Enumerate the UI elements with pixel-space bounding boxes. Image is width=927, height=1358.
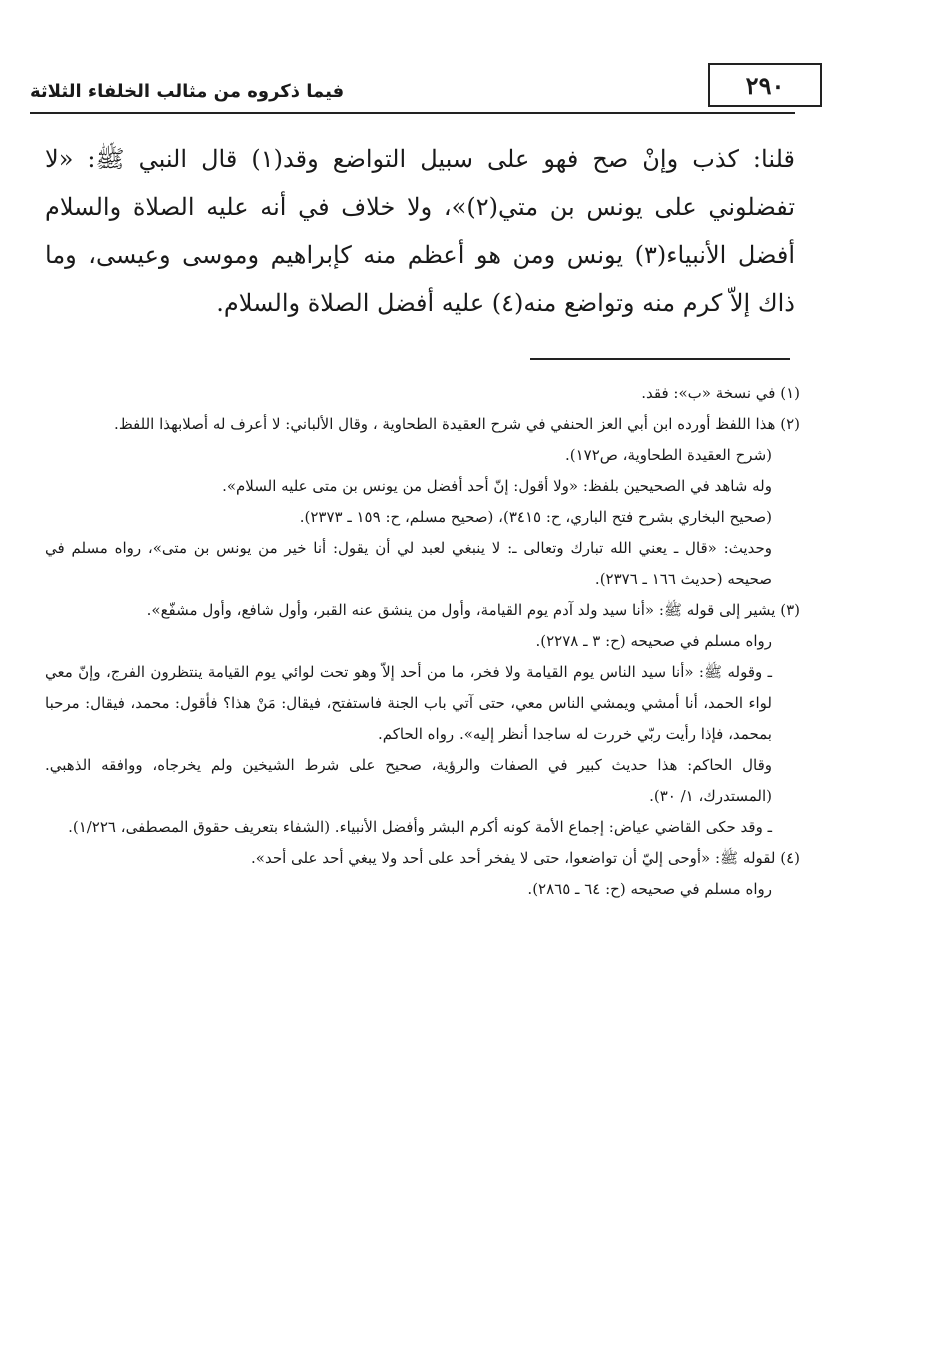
footnote-2-citation: (صحيح البخاري بشرح فتح الباري، ح: ٣٤١٥)، (صحيح مسلم، ح: ١٥٩ ـ ٢٣٧٣). — [299, 508, 772, 526]
page-number: ٢٩٠ — [708, 63, 822, 107]
header-rule — [30, 112, 795, 114]
footnote-3: (٣) يشير إلى قوله ﷺ: «أنا سيد ولد آدم يوم القيامة، وأول من ينشق عنه القبر، وأول شافع، وأول مشفّع». — [146, 601, 800, 619]
footnote-3-iyad: ـ وقد حكى القاضي عياض: إجماع الأمة كونه أكرم البشر وأفضل الأنبياء. (الشفاء بتعريف حقوق المصطفى، ١/٢٢٦). — [68, 818, 772, 836]
page-header — [30, 55, 795, 113]
footnote-3-citation: رواه مسلم في صحيحه (ح: ٣ ـ ٢٢٧٨). — [535, 632, 772, 650]
footnote-3-hadith: ـ وقوله ﷺ: «أنا سيد الناس يوم القيامة ولا فخر، ما من أحد إلاّ وهو تحت لوائي يوم القيامة ينتظرون الفرج، وإنّ معي لواء الحمد، أنا أمشي ويمشي الناس معي، حتى آتي باب الجنة فاستفتح، فيقال: مَنْ هذا؟ فأقول: محمد، فيقال: مرحبا بمحمد، فإذا رأيت ربّي خررت له ساجدا أنظر إليه». رواه الحاكم. — [45, 663, 772, 743]
footnote-4: (٤) لقوله ﷺ: «أوحى إليّ أن تواضعوا، حتى لا يفخر أحد على أحد ولا يبغي أحد على أحد». — [251, 849, 800, 867]
footnote-2-hadith: وحديث: «قال ـ يعني الله تبارك وتعالى ـ: لا ينبغي لعبد لي أن يقول: أنا خير من يونس بن متى»، رواه مسلم في صحيحه (حديث ١٦٦ ـ ٢٣٧٦). — [45, 539, 772, 588]
footnote-2-witness: وله شاهد في الصحيحين بلفظ: «ولا أقول: إنّ أحد أفضل من يونس بن متى عليه السلام». — [222, 477, 772, 495]
footnotes — [45, 378, 800, 905]
footnote-4-citation: رواه مسلم في صحيحه (ح: ٦٤ ـ ٢٨٦٥). — [527, 880, 772, 898]
footnote-2-source: (شرح العقيدة الطحاوية، ص١٧٢). — [564, 446, 772, 464]
body-paragraph: قلنا: كذب وإنْ صح فهو على سبيل التواضع وقد(١) قال النبي ﷺ: «لا تفضلوني على يونس بن متي(٢)»، ولا خلاف في أنه عليه الصلاة والسلام أفضل الأنبياء(٣) يونس ومن هو أعظم منه كإبراهيم وموسى وعيسى، وما ذاك إلاّ كرم منه وتواضع منه(٤) عليه أفضل الصلاة والسلام. — [45, 145, 796, 317]
running-title: فيما ذكروه من مثالب الخلفاء الثلاثة — [30, 81, 345, 102]
footnote-1: (١) في نسخة «ب»: فقد. — [641, 384, 800, 402]
footnote-2: (٢) هذا اللفظ أورده ابن أبي العز الحنفي في شرح العقيدة الطحاوية ، وقال الألباني: لا أعرف له أصلابهذا اللفظ. — [114, 415, 800, 433]
footnote-separator — [530, 358, 790, 360]
footnote-3-hakim: وقال الحاكم: هذا حديث كبير في الصفات والرؤية، صحيح على شرط الشيخين ولم يخرجاه، ووافقه الذهبي. (المستدرك، ١/ ٣٠). — [45, 756, 772, 805]
main-text — [45, 135, 795, 327]
